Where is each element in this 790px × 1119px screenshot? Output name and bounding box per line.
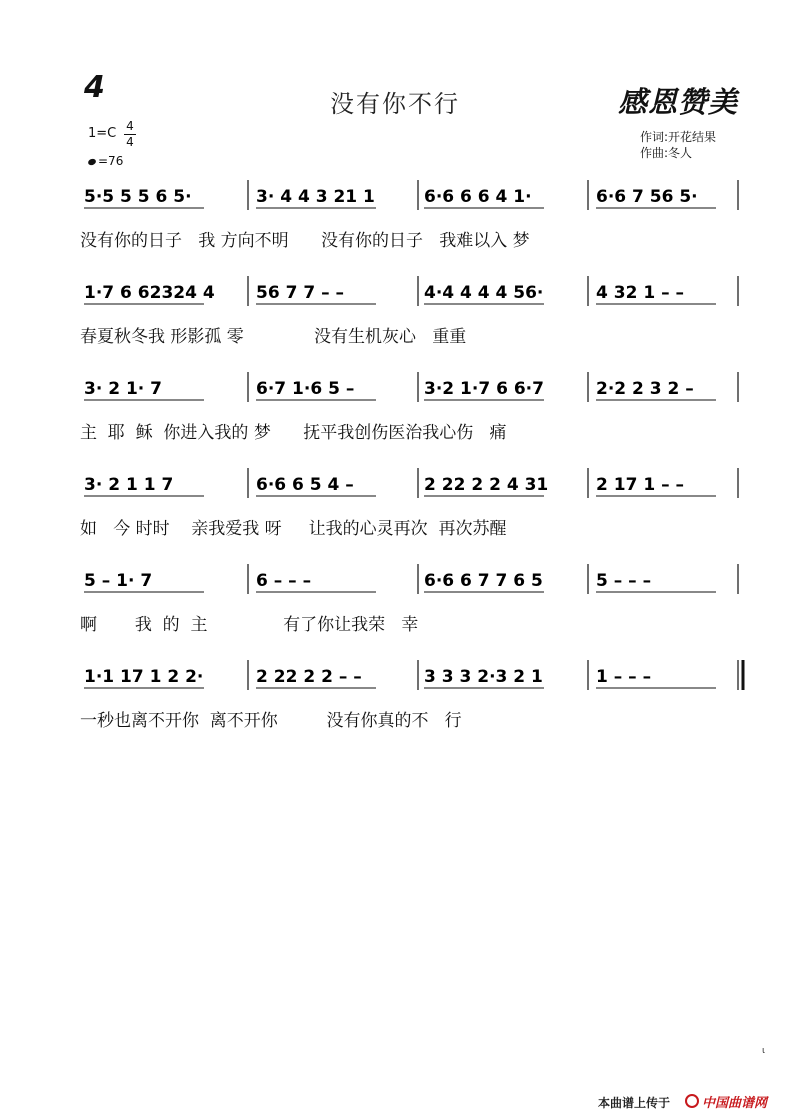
measure-notes: 5·5 5 5 6 5· — [84, 187, 192, 207]
score-row — [0, 370, 790, 443]
notation-staff — [0, 178, 790, 218]
measure-notes: 2·2 2 3 2 – — [596, 379, 694, 399]
score-row — [0, 178, 790, 251]
measure-notes: 3 3 3 2·3 2 1 — [424, 667, 543, 687]
measure-notes: 1·7 6 62324 4 — [84, 283, 215, 303]
notation-staff — [0, 274, 790, 314]
time-signature-bottom: 4 — [126, 135, 134, 149]
site-logo-icon — [685, 1094, 699, 1108]
measure-notes: 4·4 4 4 4 56· — [424, 283, 544, 303]
measure-notes: 2 22 2 2 4 31 — [424, 475, 549, 495]
measure-notes: 3· 2 1 1 7 — [84, 475, 174, 495]
measure-notes: 6·6 6 6 4 1· — [424, 187, 532, 207]
lyric-line: 如 今 时时 亲我爱我 呀 让我的心灵再次 再次苏醒 — [80, 519, 507, 539]
measure-notes: 1 – – – — [596, 667, 652, 687]
lyric-line: 啊 我 的 主 有了你让我荣 幸 — [80, 615, 419, 635]
measure-notes: 6·6 7 56 5· — [596, 187, 698, 207]
measure-notes: 6·6 6 7 7 6 5 — [424, 571, 543, 591]
time-signature — [122, 120, 138, 149]
score-row — [0, 658, 790, 731]
measure-notes: 3· 2 1· 7 — [84, 379, 162, 399]
key-signature: 1=C — [88, 126, 117, 141]
measure-notes: 6 – – – — [256, 571, 312, 591]
collection-title: 感恩赞美 — [618, 85, 739, 119]
corner-mark: ι — [762, 1046, 766, 1056]
score-row — [0, 562, 790, 635]
composer-credit: 作曲:冬人 — [640, 146, 693, 160]
measure-notes: 1·1 17 1 2 2· — [84, 667, 204, 687]
notation-staff — [0, 466, 790, 506]
measure-notes: 5 – 1· 7 — [84, 571, 153, 591]
measure-notes: 3·2 1·7 6 6·7 — [424, 379, 544, 399]
lyricist-credit: 作词:开花结果 — [640, 130, 717, 144]
measure-notes: 56 7 7 – – — [256, 283, 344, 303]
score-row — [0, 274, 790, 347]
notation-staff — [0, 658, 790, 698]
tempo-value: =76 — [98, 154, 124, 168]
song-title: 没有你不行 — [330, 90, 460, 118]
lyric-line: 一秒也离不开你 离不开你 没有你真的不 行 — [80, 711, 462, 731]
measure-notes: 2 17 1 – – — [596, 475, 684, 495]
footer-upload-text: 本曲谱上传于 — [598, 1096, 671, 1110]
lyric-line: 春夏秋冬我 形影孤 零 没有生机灰心 重重 — [80, 327, 467, 347]
measure-notes: 6·7 1·6 5 – — [256, 379, 355, 399]
site-name-link[interactable]: 中国曲谱网 — [702, 1096, 768, 1111]
lyric-line: 主 耶 稣 你进入我的 梦 抚平我创伤医治我心伤 痛 — [80, 423, 507, 443]
quarter-note-icon — [87, 157, 97, 165]
time-signature-top: 4 — [126, 119, 134, 133]
notation-staff — [0, 562, 790, 602]
lyric-line: 没有你的日子 我 方向不明 没有你的日子 我难以入 梦 — [80, 231, 530, 251]
score-row — [0, 466, 790, 539]
measure-notes: 2 22 2 2 – – — [256, 667, 362, 687]
measure-notes: 4 32 1 – – — [596, 283, 684, 303]
measure-notes: 5 – – – — [596, 571, 652, 591]
measure-notes: 3· 4 4 3 21 1 — [256, 187, 375, 207]
tempo-marking — [88, 154, 123, 168]
page-number: 4 — [84, 70, 105, 105]
notation-staff — [0, 370, 790, 410]
measure-notes: 6·6 6 5 4 – — [256, 475, 354, 495]
